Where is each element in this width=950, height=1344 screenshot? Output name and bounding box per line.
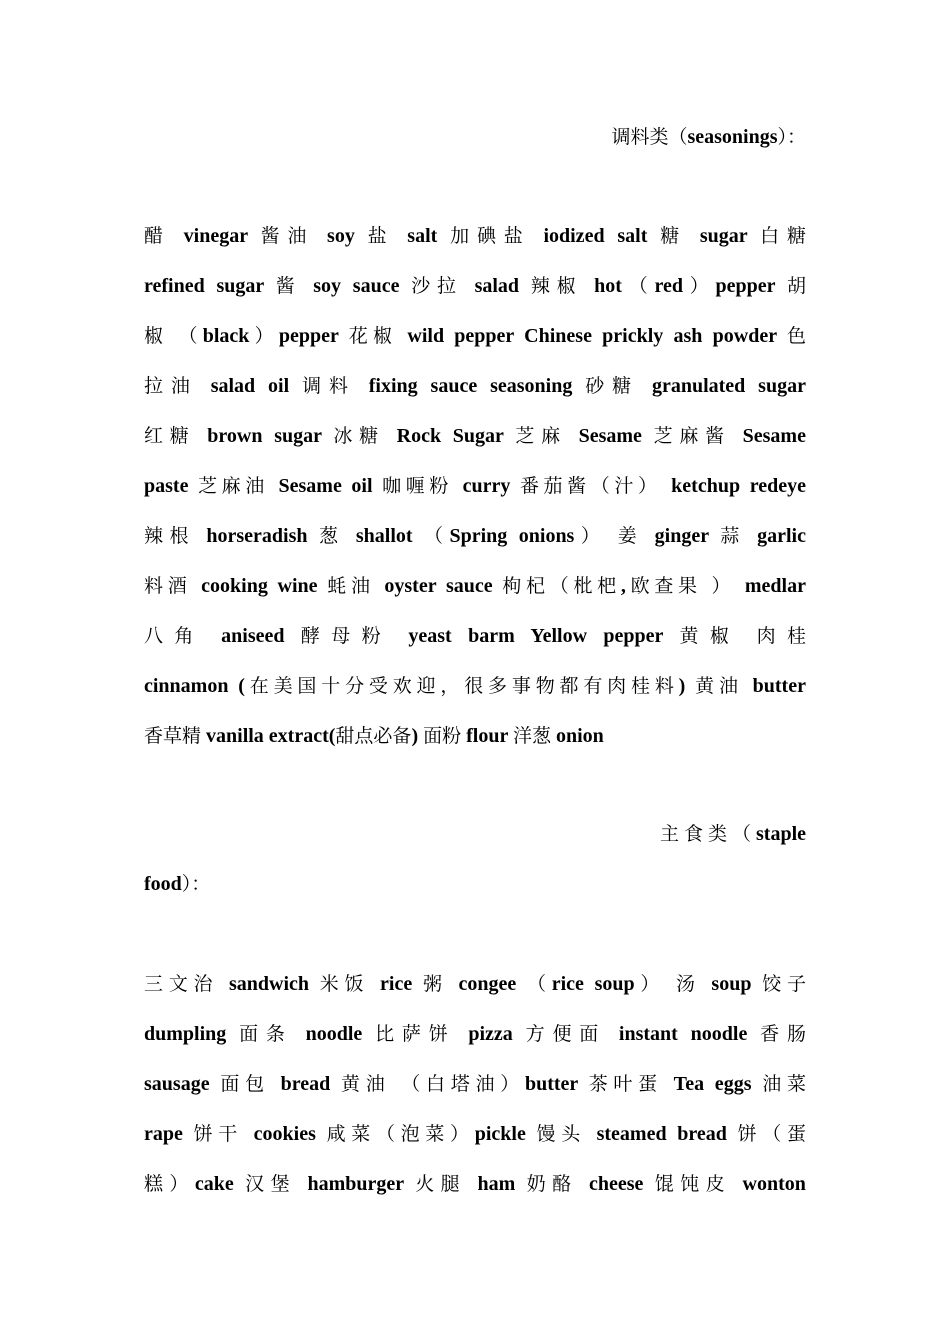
seasonings-line-6: paste 芝麻油 Sesame oil 咖喱粉 curry 番茄酱（汁） ketchup redeye bbox=[144, 475, 806, 497]
staple-line-5: 糕）cake 汉堡 hamburger 火腿 ham 奶酪 cheese 馄饨皮 wonton bbox=[144, 1173, 806, 1195]
heading-zh-end: ）： bbox=[777, 126, 806, 148]
seasonings-line-3: 椒 （black）pepper 花椒 wild pepper Chinese prickly ash powder 色 bbox=[144, 325, 806, 347]
seasonings-line-2: refined sugar 酱 soy sauce 沙拉 salad 辣椒 hot（red）pepper 胡 bbox=[144, 275, 806, 297]
seasonings-line-9: 八角 aniseed 酵母粉 yeast barm Yellow pepper 黄椒 肉桂 bbox=[144, 625, 806, 647]
seasonings-line-10: cinnamon (在美国十分受欢迎，很多事物都有肉桂料) 黄油 butter bbox=[144, 675, 806, 697]
heading-en: seasonings bbox=[687, 126, 778, 148]
seasonings-line-7: 辣根 horseradish 葱 shallot （Spring onions） 姜 ginger 蒜 garlic bbox=[144, 525, 806, 547]
staple-line-2: dumpling 面条 noodle 比萨饼 pizza 方便面 instant noodle 香肠 bbox=[144, 1023, 806, 1045]
seasonings-line-5: 红糖 brown sugar 冰糖 Rock Sugar 芝麻 Sesame 芝麻酱 Sesame bbox=[144, 425, 806, 447]
seasonings-line-1: 醋 vinegar 酱油 soy 盐 salt 加碘盐 iodized salt 糖 sugar 白糖 bbox=[144, 225, 806, 247]
staple-line-4: rape 饼干 cookies 咸菜（泡菜）pickle 馒头 steamed bread 饼（蛋 bbox=[144, 1123, 806, 1145]
section-heading-staple-food-cont: food）： bbox=[144, 873, 211, 895]
staple-line-1: 三文治 sandwich 米饭 rice 粥 congee （rice soup） 汤 soup 饺子 bbox=[144, 973, 806, 995]
heading-zh: 调料类（ bbox=[611, 126, 688, 148]
section-heading-seasonings bbox=[144, 124, 806, 149]
seasonings-line-4: 拉油 salad oil 调料 fixing sauce seasoning 砂糖 granulated sugar bbox=[144, 375, 806, 397]
staple-line-3: sausage 面包 bread 黄油 （白塔油）butter 茶叶蛋 Tea eggs 油菜 bbox=[144, 1073, 806, 1095]
section-heading-staple-food: 主 食 类 （ staple bbox=[659, 823, 806, 845]
seasonings-line-11: 香草精 vanilla extract(甜点必备) 面粉 flour 洋葱 onion bbox=[144, 725, 604, 747]
seasonings-line-8: 料酒 cooking wine 蚝油 oyster sauce 枸杞（枇杷,欧查果 ） medlar bbox=[144, 575, 806, 597]
